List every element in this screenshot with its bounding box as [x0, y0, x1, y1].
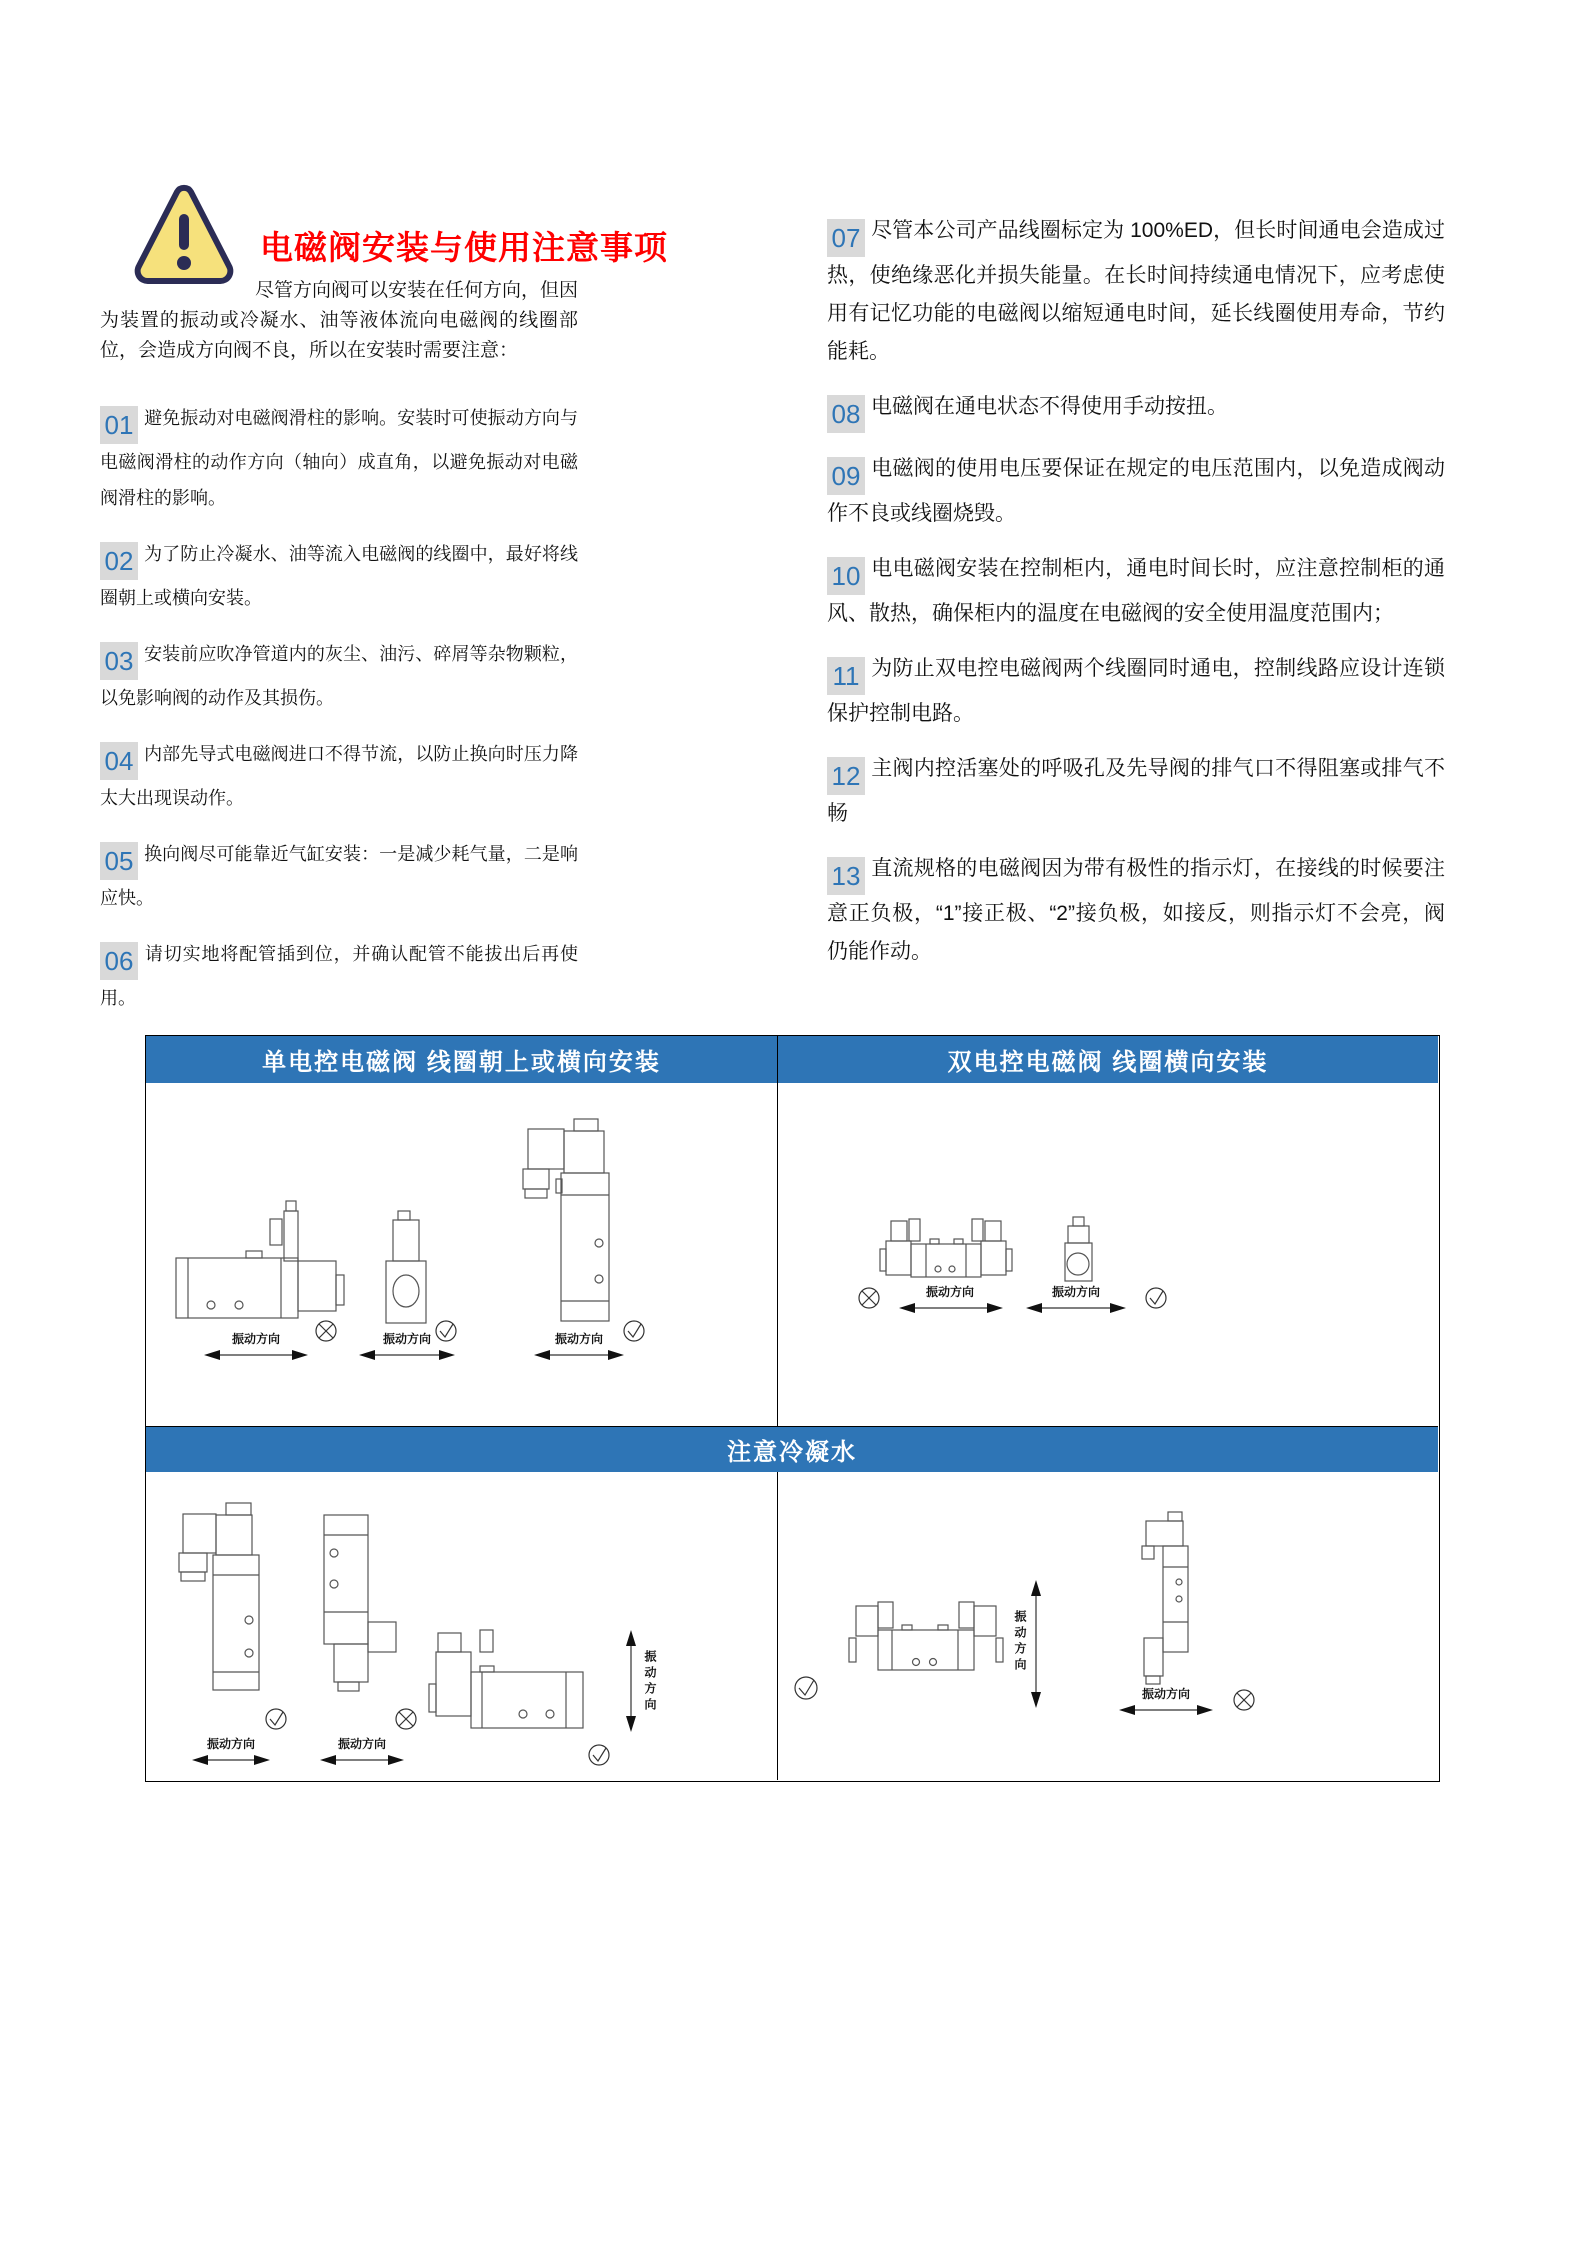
not-ok-icon [316, 1321, 336, 1341]
note-item-12 [827, 750, 1445, 833]
vibration-direction-label: 振动方向 [337, 1737, 387, 1751]
vibration-arrow [1119, 1705, 1213, 1715]
vibration-arrow [899, 1303, 1003, 1313]
ok-icon [1146, 1288, 1166, 1308]
note-item-07 [827, 212, 1445, 371]
not-ok-icon [1234, 1690, 1254, 1710]
vibration-arrow [1026, 1303, 1126, 1313]
note-number-badge: 01 [100, 406, 138, 444]
valve-vertical-coil-bottom-right [324, 1515, 396, 1691]
note-text: 避免振动对电磁阀滑柱的影响。安装时可使振动方向与电磁阀滑柱的动作方向（轴向）成直角，以避免振动对电磁阀滑柱的影响。 [100, 408, 578, 508]
vibration-arrow [534, 1350, 624, 1360]
note-item-01 [100, 400, 578, 516]
note-item-06 [100, 936, 578, 1016]
vibration-arrow [359, 1350, 455, 1360]
note-text: 直流规格的电磁阀因为带有极性的指示灯，在接线的时候要注意正负极，“1”接正极、“2”接负极，如接反，则指示灯不会亮，阀仍能作动。 [827, 857, 1445, 963]
vibration-direction-label: 振动方向 [1013, 1610, 1027, 1674]
installation-diagram-table [145, 1035, 1440, 1782]
not-ok-icon [859, 1288, 879, 1308]
ok-icon [589, 1745, 609, 1765]
note-text: 电电磁阀安装在控制柜内，通电时间长时，应注意控制柜的通风、散热，确保柜内的温度在电磁阀的安全使用温度范围内； [827, 557, 1445, 625]
note-number-badge: 09 [827, 457, 865, 495]
valve-vertical-coil-top-left [523, 1119, 609, 1321]
panel-title-double-control: 双电控电磁阀 线圈横向安装 [778, 1036, 1438, 1083]
note-item-03 [100, 636, 578, 716]
valve-double-coil-vertical [1142, 1512, 1188, 1684]
vibration-direction-label: 振动方向 [1051, 1285, 1101, 1299]
note-number-badge: 10 [827, 557, 865, 595]
note-number-badge: 03 [100, 642, 138, 680]
note-item-05 [100, 836, 578, 916]
vibration-direction-label: 振动方向 [382, 1332, 432, 1346]
valve-double-coil-horizontal [849, 1602, 1003, 1670]
panel-title-condensate: 注意冷凝水 [146, 1426, 1438, 1472]
note-text: 电磁阀在通电状态不得使用手动按扭。 [871, 395, 1228, 418]
vibration-arrow [320, 1755, 404, 1765]
note-item-02 [100, 536, 578, 616]
note-text: 为了防止冷凝水、油等流入电磁阀的线圈中，最好将线圈朝上或横向安装。 [100, 544, 578, 608]
panel-title-single-control: 单电控电磁阀 线圈朝上或横向安装 [146, 1036, 778, 1083]
page-title: 电磁阀安装与使用注意事项 [260, 229, 668, 266]
note-item-08 [827, 388, 1445, 433]
valve-vertical-coil-up [1065, 1217, 1092, 1281]
note-item-13 [827, 850, 1445, 971]
intro-paragraph: 尽管方向阀可以安装在任何方向，但因为装置的振动或冷凝水、油等液体流向电磁阀的线圈部位，会造成方向阀不良，所以在安装时需要注意： [100, 280, 579, 361]
note-item-04 [100, 736, 578, 816]
vibration-direction-label: 振动方向 [1141, 1687, 1191, 1701]
note-number-badge: 11 [827, 657, 865, 695]
valve-horizontal-coil-left [429, 1630, 583, 1728]
ok-icon [624, 1321, 644, 1341]
vibration-arrow-vertical [626, 1630, 636, 1732]
notes-column-right [827, 212, 1445, 971]
vibration-direction-label: 振动方向 [231, 1332, 281, 1346]
panel-condensate-double [778, 1472, 1438, 1780]
ok-icon [266, 1709, 286, 1729]
note-number-badge: 07 [827, 219, 865, 257]
note-text: 请切实地将配管插到位，并确认配管不能拔出后再使用。 [100, 944, 578, 1008]
vibration-direction-label: 振动方向 [206, 1737, 256, 1751]
note-number-badge: 02 [100, 542, 138, 580]
note-item-11 [827, 650, 1445, 733]
warning-triangle-icon [130, 183, 238, 285]
vibration-direction-label: 振动方向 [925, 1285, 975, 1299]
note-text: 主阀内控活塞处的呼吸孔及先导阀的排气口不得阻塞或排气不畅 [827, 757, 1445, 825]
note-text: 尽管本公司产品线圈标定为 100%ED，但长时间通电会造成过热，使绝缘恶化并损失能量。在长时间持续通电情况下，应考虑使用有记忆功能的电磁阀以缩短通电时间，延长线圈使用寿命，节约能耗。 [827, 219, 1445, 363]
note-number-badge: 13 [827, 857, 865, 895]
valve-double-coil-horizontal [880, 1219, 1012, 1277]
vibration-arrow [204, 1350, 308, 1360]
notes-column-left [100, 276, 578, 1016]
note-number-badge: 12 [827, 757, 865, 795]
panel-condensate-single [146, 1472, 778, 1780]
note-text: 内部先导式电磁阀进口不得节流，以防止换向时压力降太大出现误动作。 [100, 744, 578, 808]
note-text: 为防止双电控电磁阀两个线圈同时通电，控制线路应设计连锁保护控制电路。 [827, 657, 1445, 725]
ok-icon [795, 1677, 817, 1699]
note-number-badge: 04 [100, 742, 138, 780]
note-number-badge: 08 [827, 395, 865, 433]
valve-vertical-coil-top-left [179, 1503, 259, 1690]
panel-double-control [778, 1083, 1438, 1426]
note-number-badge: 05 [100, 842, 138, 880]
vibration-direction-label: 振动方向 [643, 1650, 657, 1714]
valve-vertical-coil-up [386, 1211, 426, 1323]
vibration-arrow [192, 1755, 270, 1765]
note-number-badge: 06 [100, 942, 138, 980]
panel-single-control [146, 1083, 778, 1426]
note-text: 电磁阀的使用电压要保证在规定的电压范围内，以免造成阀动作不良或线圈烧毁。 [827, 457, 1445, 525]
note-text: 安装前应吹净管道内的灰尘、油污、碎屑等杂物颗粒，以免影响阀的动作及其损伤。 [100, 644, 578, 708]
note-item-10 [827, 550, 1445, 633]
not-ok-icon [396, 1709, 416, 1729]
vibration-direction-label: 振动方向 [554, 1332, 604, 1346]
valve-horizontal-coil-right [176, 1201, 344, 1318]
note-text: 换向阀尽可能靠近气缸安装：一是减少耗气量，二是响应快。 [100, 844, 578, 908]
vibration-arrow-vertical [1031, 1580, 1041, 1708]
ok-icon [436, 1321, 456, 1341]
note-item-09 [827, 450, 1445, 533]
